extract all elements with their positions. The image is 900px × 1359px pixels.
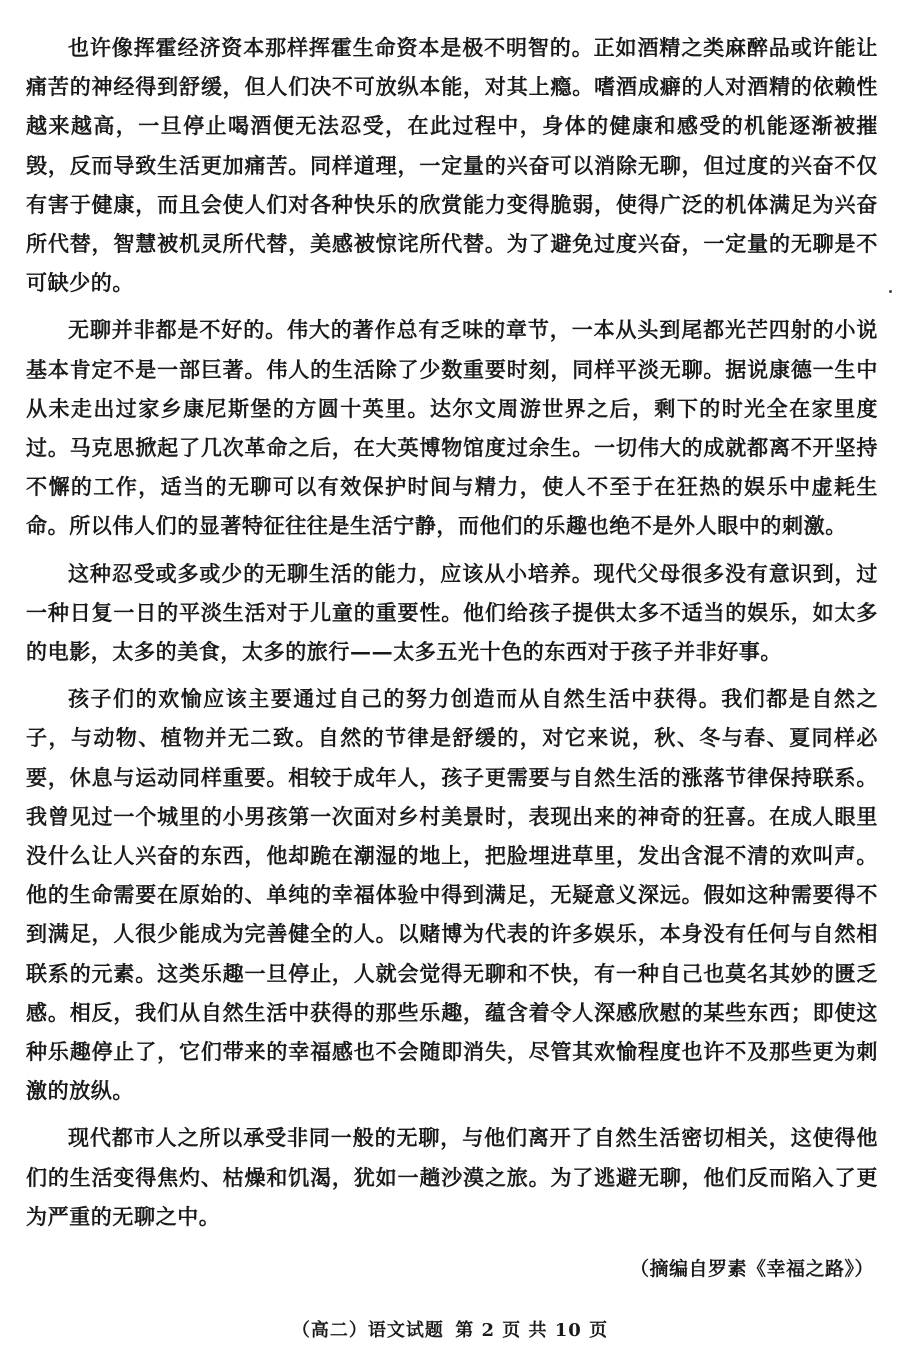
article-body	[26, 28, 878, 1244]
article-paragraph-5: 现代都市人之所以承受非同一般的无聊，与他们离开了自然生活密切相关，这使得他们的生活变得焦灼、枯燥和饥渴，犹如一趟沙漠之旅。为了逃避无聊，他们反而陷入了更为严重的无聊之中。	[26, 1125, 878, 1229]
footer-subject: （高二）语文试题	[291, 1320, 444, 1341]
article-paragraph-2: 无聊并非都是不好的。伟大的著作总有乏味的章节，一本从头到尾都光芒四射的小说基本肯定不是一部巨著。伟人的生活除了少数重要时刻，同样平淡无聊。据说康德一生中从未走出过家乡康尼斯堡的方圆十英里。达尔文周游世界之后，剩下的时光全在家里度过。马克思掀起了几次革命之后，在大英博物馆度过余生。一切伟大的成就都离不开坚持不懈的工作，适当的无聊可以有效保护时间与精力，使人不至于在狂热的娱乐中虚耗生命。所以伟人们的显著特征往往是生活宁静，而他们的乐趣也绝不是外人眼中的刺激。	[26, 317, 878, 539]
article-source-citation: （摘编自罗素《幸福之路》）	[629, 1258, 874, 1280]
scan-speck-decoration	[889, 290, 892, 293]
footer-page-number: 第 2 页 共 10 页	[455, 1320, 609, 1341]
page-footer	[0, 1316, 900, 1342]
article-paragraph-1: 也许像挥霍经济资本那样挥霍生命资本是极不明智的。正如酒精之类麻醉品或许能让痛苦的神经得到舒缓，但人们决不可放纵本能，对其上瘾。嗜酒成癖的人对酒精的依赖性越来越高，一旦停止喝酒便无法忍受，在此过程中，身体的健康和感受的机能逐渐被摧毁，反而导致生活更加痛苦。同样道理，一定量的兴奋可以消除无聊，但过度的兴奋不仅有害于健康，而且会使人们对各种快乐的欣赏能力变得脆弱，使得广泛的机体满足为兴奋所代替，智慧被机灵所代替，美感被惊诧所代替。为了避免过度兴奋，一定量的无聊是不可缺少的。	[26, 35, 878, 296]
article-paragraph-3: 这种忍受或多或少的无聊生活的能力，应该从小培养。现代父母很多没有意识到，过一种日复一日的平淡生活对于儿童的重要性。他们给孩子提供太多不适当的娱乐，如太多的电影，太多的美食，太多的旅行——太多五光十色的东西对于孩子并非好事。	[26, 560, 878, 665]
article-paragraph-4: 孩子们的欢愉应该主要通过自己的努力创造而从自然生活中获得。我们都是自然之子，与动物、植物并无二致。自然的节律是舒缓的，对它来说，秋、冬与春、夏同样必要，休息与运动同样重要。相较于成年人，孩子更需要与自然生活的涨落节律保持联系。我曾见过一个城里的小男孩第一次面对乡村美景时，表现出来的神奇的狂喜。在成人眼里没什么让人兴奋的东西，他却跪在潮湿的地上，把脸埋进草里，发出含混不清的欢叫声。他的生命需要在原始的、单纯的幸福体验中得到满足，无疑意义深远。假如这种需要得不到满足，人很少能成为完善健全的人。以赌博为代表的许多娱乐，本身没有任何与自然相联系的元素。这类乐趣一旦停止，人就会觉得无聊和不快，有一种自己也莫名其妙的匮乏感。相反，我们从自然生活中获得的那些乐趣，蕴含着令人深感欣慰的某些东西；即使这种乐趣停止了，它们带来的幸福感也不会随即消失，尽管其欢愉程度也许不及那些更为刺激的放纵。	[26, 686, 878, 1104]
